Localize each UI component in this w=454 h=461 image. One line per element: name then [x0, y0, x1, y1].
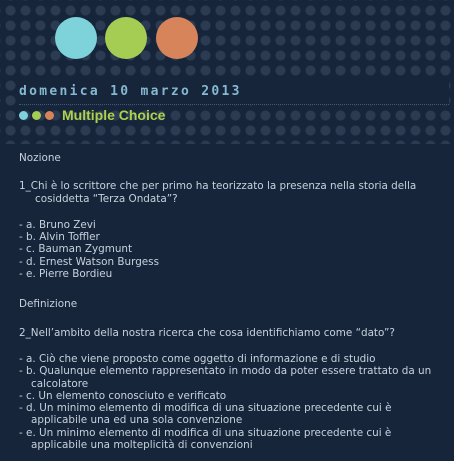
green-bullet-icon: [32, 111, 41, 120]
section-heading: Nozione: [19, 152, 61, 164]
orange-bullet-icon: [45, 111, 54, 120]
post-title-row: [19, 105, 165, 125]
answer-option: - e. Un minimo elemento di modifica di una situazione precedente cui è applicabile una molteplicità di convenzioni: [19, 426, 392, 452]
answer-option: - b. Alvin Toffler: [19, 231, 100, 244]
quiz-section-definizione: [19, 298, 439, 451]
post-date: domenica 10 marzo 2013: [19, 84, 242, 99]
answer-options: [19, 353, 439, 451]
post-body: [0, 144, 454, 461]
quiz-section-nozione: [19, 152, 439, 280]
answer-option: - b. Qualunque elemento rappresentato in modo da poter essere trattato da un calcolatore: [19, 365, 432, 390]
section-heading: Definizione: [19, 298, 78, 311]
green-circle-icon: [105, 17, 147, 59]
cyan-circle-icon: [55, 17, 97, 59]
orange-circle-icon: [156, 17, 198, 59]
answer-option: - d. Ernest Watson Burgess: [19, 255, 160, 268]
answer-options: [19, 219, 439, 280]
answer-option: - e. Pierre Bordieu: [19, 268, 113, 281]
answer-option: - a. Ciò che viene proposto come oggetto di informazione e di studio: [19, 352, 376, 365]
answer-option: - d. Un minimo elemento di modifica di una situazione precedente cui è applicabile una ed una sola convenzione: [19, 402, 392, 427]
answer-option: - c. Un elemento conosciuto e verificato: [19, 389, 227, 402]
date-header: [19, 80, 449, 105]
answer-option: - a. Bruno Zevi: [19, 218, 96, 231]
answer-option: - c. Bauman Zygmunt: [19, 243, 133, 256]
question-text: 1_Chi è lo scrittore che per primo ha teorizzato la presenza nella storia della cosiddetta “Terza Ondata”?: [19, 180, 417, 205]
cyan-bullet-icon: [19, 111, 28, 120]
question-text: 2_Nell’ambito della nostra ricerca che cosa identifichiamo come “dato”?: [19, 326, 395, 339]
post-title[interactable]: Multiple Choice: [62, 107, 166, 123]
